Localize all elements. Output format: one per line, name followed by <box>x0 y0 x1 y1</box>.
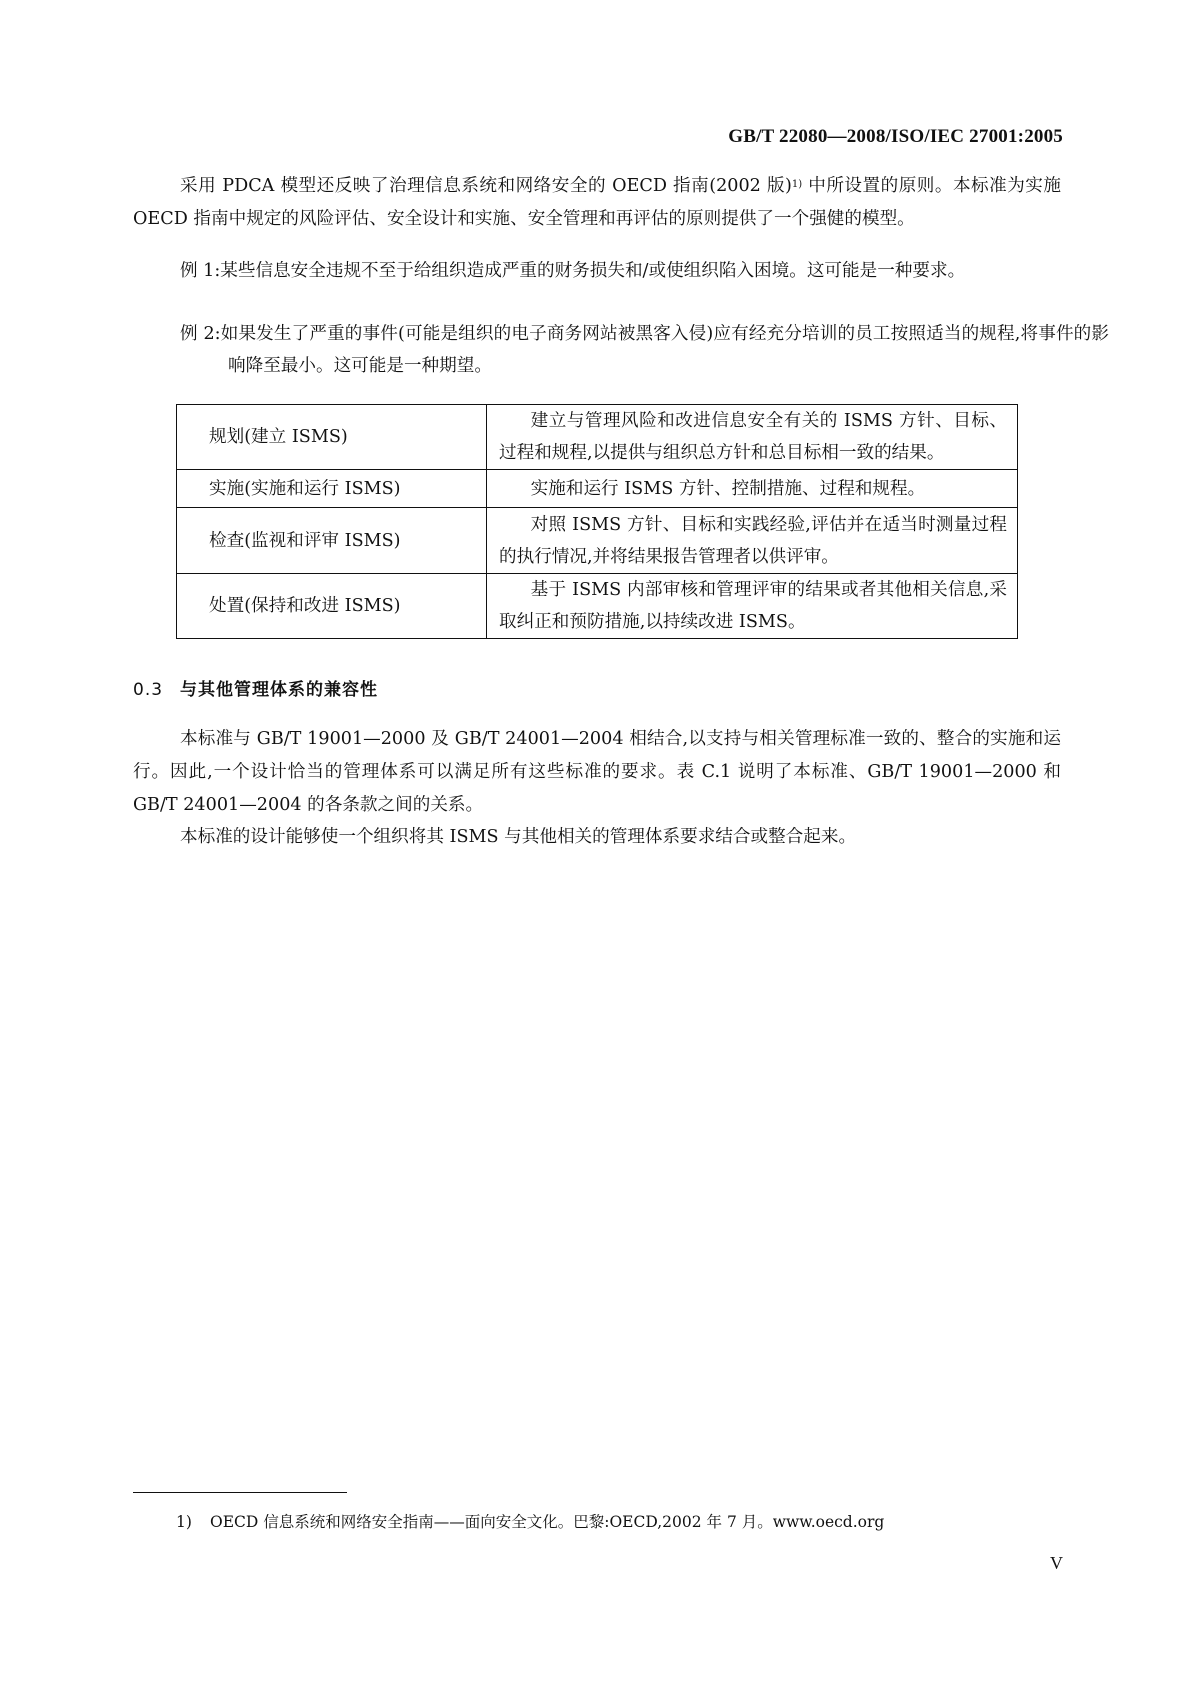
footnote-text: OECD 信息系统和网络安全指南——面向安全文化。巴黎:OECD,2002 年 7 月。www.oecd.org <box>210 1513 885 1531</box>
table-cell-description-text: 实施和运行 ISMS 方针、控制措施、过程和规程。 <box>530 478 926 499</box>
pdca-table <box>176 404 1018 639</box>
table-cell-description <box>487 470 1018 508</box>
table-row <box>177 508 1018 574</box>
table-cell-phase: 检查(监视和评审 ISMS) <box>177 508 487 574</box>
section-number: 0.3 <box>133 680 164 700</box>
table-cell-description-text: 基于 ISMS 内部审核和管理评审的结果或者其他相关信息,采取纠正和预防措施,以持续改进 ISMS。 <box>499 580 1007 632</box>
table-cell-phase: 处置(保持和改进 ISMS) <box>177 574 487 639</box>
page-number: V <box>1050 1553 1063 1573</box>
footnote-reference: 1) <box>791 179 803 190</box>
section-paragraph: 本标准的设计能够使一个组织将其 ISMS 与其他相关的管理体系要求结合或整合起来。 <box>180 827 857 847</box>
table-row <box>177 405 1018 470</box>
intro-text-after-ref: 中所设置的原则。本标准为实施 OECD 指南中规定的风险评估、安全设计和实施、安全管理和再评估的原则提供了一个强健的模型。 <box>133 176 1061 229</box>
table-cell-description-text: 对照 ISMS 方针、目标和实践经验,评估并在适当时测量过程的执行情况,并将结果报告管理者以供评审。 <box>499 514 1007 567</box>
page-header: GB/T 22080—2008/ISO/IEC 27001:2005 <box>728 126 1063 147</box>
section-heading <box>133 675 378 700</box>
section-paragraph: 本标准与 GB/T 19001—2000 及 GB/T 24001—2004 相结合,以支持与相关管理标准一致的、整合的实施和运行。因此,一个设计恰当的管理体系可以满足所有这些标准的要求。表 C.1 说明了本标准、GB/T 19001—2000 和 GB/T 24001—2004 的各条款之间的关系。 <box>133 729 1061 815</box>
table-cell-description <box>487 405 1018 470</box>
intro-text-before-ref: 采用 PDCA 模型还反映了治理信息系统和网络安全的 OECD 指南(2002 版) <box>180 176 792 196</box>
section-title: 与其他管理体系的兼容性 <box>180 680 378 700</box>
example-1: 例 1:某些信息安全违规不至于给组织造成严重的财务损失和/或使组织陷入困境。这可能是一种要求。 <box>180 261 966 281</box>
intro-paragraph <box>133 170 1061 236</box>
footnote-divider <box>133 1492 347 1493</box>
table-cell-description <box>487 574 1018 639</box>
footnote-marker: 1) <box>176 1513 192 1531</box>
table-cell-phase: 实施(实施和运行 ISMS) <box>177 470 487 508</box>
table-row <box>177 574 1018 639</box>
table-cell-description <box>487 508 1018 574</box>
table-cell-description-text: 建立与管理风险和改进信息安全有关的 ISMS 方针、目标、过程和规程,以提供与组织总方针和总目标相一致的结果。 <box>499 411 1007 463</box>
table-row <box>177 470 1018 508</box>
example-2: 例 2:如果发生了严重的事件(可能是组织的电子商务网站被黑客入侵)应有经充分培训的员工按照适当的规程,将事件的影响降至最小。这可能是一种期望。 <box>180 324 1109 376</box>
table-cell-phase: 规划(建立 ISMS) <box>177 405 487 470</box>
footnote <box>176 1510 884 1534</box>
